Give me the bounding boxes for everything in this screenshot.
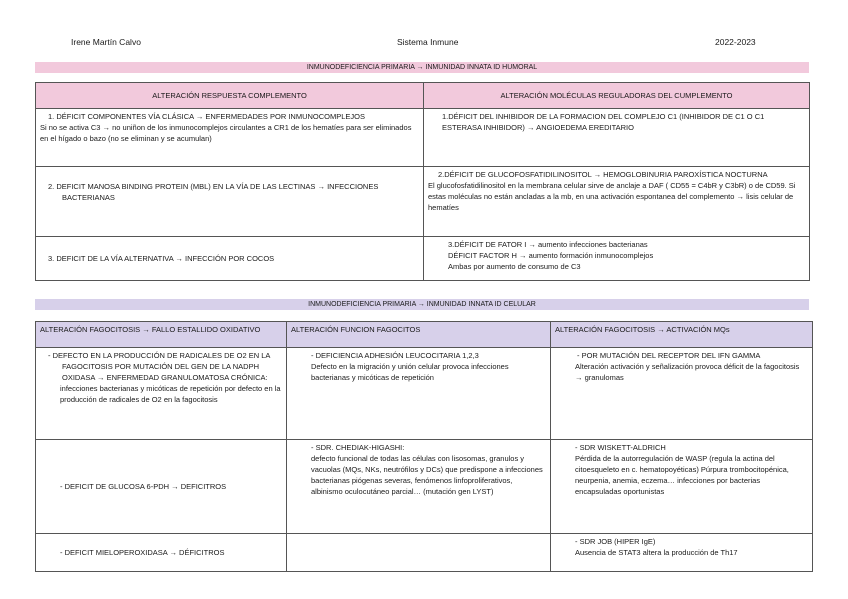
table-row	[36, 348, 813, 440]
table-row	[36, 237, 810, 281]
cell-text: El glucofosfatidilinositol en la membrana celular sirve de anclaje a DAF ( CD55 = C4bR y C3bR) o de CD59. Si estas moléculas no están ancladas a la mb, en una activación espontanea del complemento → lisis celular de hematíes	[428, 181, 796, 212]
col-header-complemento: ALTERACIÓN RESPUESTA COMPLEMENTO	[36, 83, 424, 109]
table-cell	[36, 534, 287, 572]
table-cell	[424, 167, 810, 237]
col-header-estallido: ALTERACIÓN FAGOCITOSIS → FALLO ESTALLIDO OXIDATIVO	[36, 322, 287, 348]
table-cell	[551, 348, 813, 440]
cell-text: Alteración activación y señalización provoca déficit de la fagocitosis → granulomas	[575, 362, 800, 382]
table-cell	[36, 440, 287, 534]
cell-text: DÉFICIT FACTOR H → aumento formación inmunocomplejos	[448, 251, 654, 260]
table-cell	[36, 348, 287, 440]
col-header-activacion: ALTERACIÓN FAGOCITOSIS → ACTIVACIÓN MQs	[551, 322, 813, 348]
cell-title: 1.DÉFICIT DEL INHIBIDOR DE LA FORMACION DEL COMPLEJO C1 (INHIBIDOR DE C1 O C1 ESTERASA INHIBIDOR) → ANGIOEDEMA EREDITARIO	[442, 112, 765, 132]
cell-title: - DEFICIENCIA ADHESIÓN LEUCOCITARIA 1,2,3	[311, 351, 479, 360]
cell-text: Ambas por aumento de consumo de C3	[448, 262, 581, 271]
table-cell	[287, 440, 551, 534]
table-cell	[36, 237, 424, 281]
section-title-celular: INMUNODEFICIENCIA PRIMARIA → INMUNIDAD INNATA ID CELULAR	[35, 299, 809, 310]
col-header-reguladoras: ALTERACIÓN MOLÉCULAS REGULADORAS DEL CUMPLEMENTO	[424, 83, 810, 109]
cell-title: - DEFICIT DE GLUCOSA 6-PDH → DEFICITROS	[60, 482, 227, 491]
cell-text: Pérdida de la autorregulación de WASP (regula la actina del citoesqueleto en c. hematopoyéticas) Púrpura trombocitopénica, neurpenia, anemia, eczema… infecciones por bacterias encapsuladas oportunistas	[575, 454, 789, 496]
table-cell	[551, 534, 813, 572]
cell-text: infecciones bacterianas y micóticas de repetición por defecto en la producción de radicales de O2 en la fagocitosis	[60, 384, 281, 404]
cell-title: - DEFECTO EN LA PRODUCCIÓN DE RADICALES DE O2 EN LA FAGOCITOSIS POR MUTACIÓN DEL GEN DE LA NADPH OXIDASA → ENFERMEDAD GRANULOMATOSA CRÓNICA:	[48, 351, 270, 382]
cell-title: 2.DÉFICIT DE GLUCOFOSFATIDILINOSITOL → HEMOGLOBINURIA PAROXÍSTICA NOCTURNA	[438, 170, 768, 179]
academic-year: 2022-2023	[715, 37, 756, 47]
table-header-row	[36, 322, 813, 348]
cell-title: - SDR JOB (HIPER IgE)	[575, 537, 656, 546]
humoral-table	[35, 82, 810, 281]
table-cell	[424, 237, 810, 281]
table-row	[36, 109, 810, 167]
cell-title: - DEFICIT MIELOPEROXIDASA → DÉFICITROS	[60, 548, 225, 557]
cell-title: 3.DÉFICIT DE FATOR I → aumento infecciones bacterianas	[448, 240, 648, 249]
document-subject: Sistema Inmune	[397, 37, 459, 47]
table-cell	[36, 167, 424, 237]
cell-text: Ausencia de STAT3 altera la producción de Th17	[575, 548, 738, 557]
cell-title: - POR MUTACIÓN DEL RECEPTOR DEL IFN GAMMA	[577, 351, 761, 360]
table-row	[36, 534, 813, 572]
table-header-row	[36, 83, 810, 109]
table-cell	[36, 109, 424, 167]
cell-text: defecto funcional de todas las células con lisosomas, granulos y vacuolas (MQs, NKs, neutrófilos y DCs) que predispone a infecciones bacterianas piógenas severas, fenómenos linfoproliferativos, albinismo oculocutáneo parcial… (mutación gen LYST)	[311, 454, 543, 496]
cell-title: 3. DEFICIT DE LA VÍA ALTERNATIVA → INFECCIÓN POR COCOS	[48, 254, 275, 263]
cell-text: Si no se activa C3 → no uniñon de los inmunocomplejos circulantes a CR1 de los hematíes para ser eliminados en el hígado o bazo (no se eliminan y se acumulan)	[40, 123, 412, 143]
table-cell	[287, 348, 551, 440]
col-header-funcion: ALTERACIÓN FUNCION FAGOCITOS	[287, 322, 551, 348]
table-cell	[551, 440, 813, 534]
cell-title: - SDR WISKETT-ALDRICH	[575, 443, 666, 452]
section-title-humoral: INMUNODEFICIENCIA PRIMARIA → INMUNIDAD INNATA ID HUMORAL	[35, 62, 809, 73]
celular-table	[35, 321, 813, 572]
table-cell	[424, 109, 810, 167]
table-row	[36, 440, 813, 534]
cell-title: - SDR. CHEDIAK-HIGASHI:	[311, 443, 405, 452]
author-name: Irene Martín Calvo	[71, 37, 141, 47]
cell-title: 1. DÉFICIT COMPONENTES VÍA CLÁSICA → ENFERMEDADES POR INMUNOCOMPLEJOS	[48, 112, 365, 121]
table-cell-empty	[287, 534, 551, 572]
cell-text: Defecto en la migración y unión celular provoca infecciones bacterianas y micóticas de repetición	[311, 362, 509, 382]
cell-title: 2. DEFICIT MANOSA BINDING PROTEIN (MBL) EN LA VÍA DE LAS LECTINAS → INFECCIONES BACTERIANAS	[48, 182, 379, 202]
table-row	[36, 167, 810, 237]
